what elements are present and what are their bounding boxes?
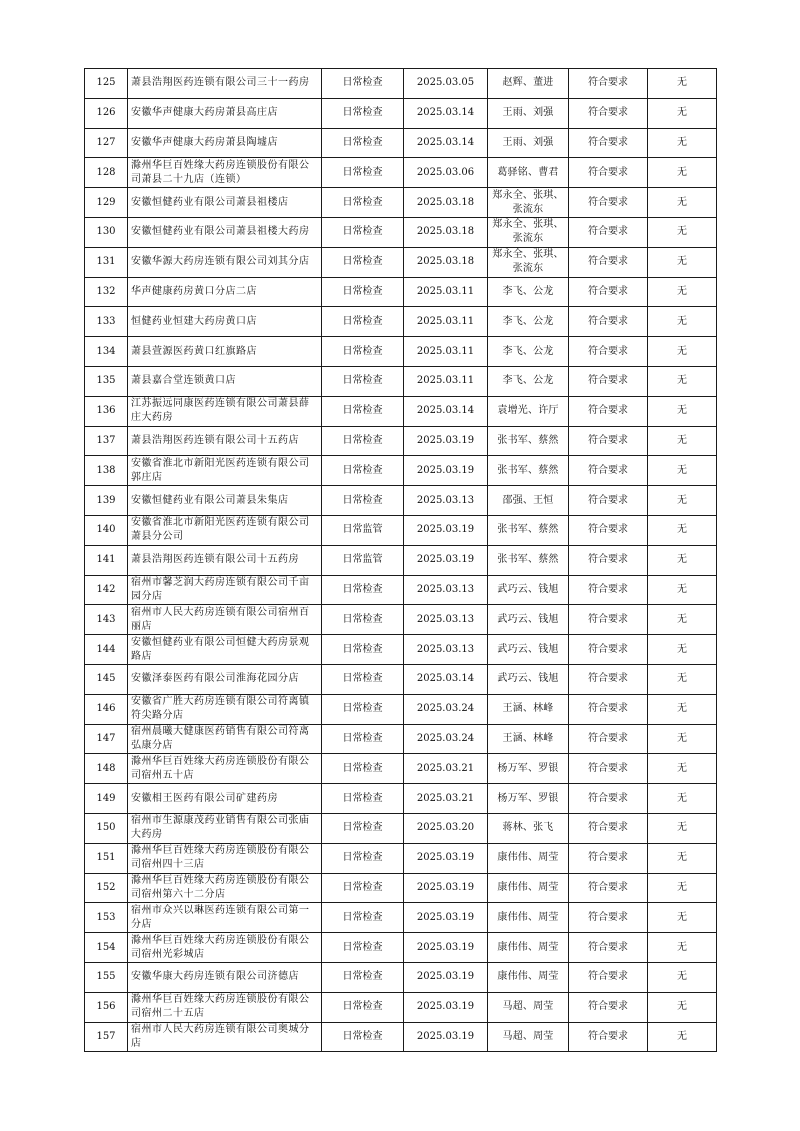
inspection-date-cell: 2025.03.11 [404,277,488,307]
table-row [85,277,717,307]
inspection-result-cell: 符合要求 [569,247,648,277]
inspection-date-cell: 2025.03.24 [404,694,488,724]
inspection-type-cell: 日常检查 [322,843,404,873]
inspection-date-cell: 2025.03.13 [404,605,488,635]
inspectors-cell: 郑永全、张琪、张流东 [488,188,569,218]
row-number-cell: 130 [85,217,128,247]
row-number-cell: 134 [85,337,128,367]
inspection-date-cell: 2025.03.21 [404,754,488,784]
pharmacy-name-cell: 滁州华巨百姓缘大药房连锁股份有限公司宿州光彩城店 [128,933,322,963]
inspection-date-cell: 2025.03.14 [404,664,488,694]
problems-found-cell: 无 [648,843,717,873]
row-number-cell: 148 [85,754,128,784]
inspection-type-cell: 日常检查 [322,694,404,724]
inspection-result-cell: 符合要求 [569,724,648,754]
pharmacy-name-cell: 安徽泽泰医药有限公司淮海花园分店 [128,664,322,694]
row-number-cell: 145 [85,664,128,694]
row-number-cell: 144 [85,635,128,665]
inspection-date-cell: 2025.03.18 [404,188,488,218]
inspection-type-cell: 日常检查 [322,813,404,843]
pharmacy-name-cell: 滁州华巨百姓缘大药房连锁股份有限公司宿州四十三店 [128,843,322,873]
row-number-cell: 154 [85,933,128,963]
problems-found-cell: 无 [648,992,717,1022]
table-row [85,992,717,1022]
pharmacy-name-cell: 宿州市生源康茂药业销售有限公司张庙大药房 [128,813,322,843]
pharmacy-name-cell: 安徽恒健药业有限公司萧县祖楼大药房 [128,217,322,247]
row-number-cell: 155 [85,962,128,992]
inspection-type-cell: 日常检查 [322,396,404,426]
table-row [85,98,717,128]
inspection-type-cell: 日常检查 [322,992,404,1022]
inspection-result-cell: 符合要求 [569,515,648,545]
row-number-cell: 147 [85,724,128,754]
table-row [85,724,717,754]
inspection-result-cell: 符合要求 [569,307,648,337]
row-number-cell: 136 [85,396,128,426]
inspection-type-cell: 日常检查 [322,247,404,277]
inspection-type-cell: 日常检查 [322,873,404,903]
inspectors-cell: 王雨、刘强 [488,98,569,128]
row-number-cell: 143 [85,605,128,635]
inspectors-cell: 袁增光、许厅 [488,396,569,426]
problems-found-cell: 无 [648,366,717,396]
inspectors-cell: 王涵、林峰 [488,724,569,754]
inspection-result-cell: 符合要求 [569,962,648,992]
pharmacy-name-cell: 宿州市馨芝润大药房连锁有限公司千亩园分店 [128,575,322,605]
table-row [85,69,717,99]
inspection-result-cell: 符合要求 [569,188,648,218]
inspection-date-cell: 2025.03.11 [404,337,488,367]
problems-found-cell: 无 [648,664,717,694]
inspectors-cell: 康伟伟、周莹 [488,962,569,992]
inspectors-cell: 武巧云、钱旭 [488,575,569,605]
row-number-cell: 126 [85,98,128,128]
problems-found-cell: 无 [648,575,717,605]
row-number-cell: 156 [85,992,128,1022]
inspection-type-cell: 日常检查 [322,128,404,158]
pharmacy-name-cell: 安徽华声健康大药房萧县高庄店 [128,98,322,128]
inspection-type-cell: 日常检查 [322,426,404,456]
inspection-date-cell: 2025.03.11 [404,366,488,396]
inspection-date-cell: 2025.03.19 [404,992,488,1022]
pharmacy-name-cell: 宿州市众兴以琳医药连锁有限公司第一分店 [128,903,322,933]
inspectors-cell: 武巧云、钱旭 [488,664,569,694]
inspection-type-cell: 日常检查 [322,575,404,605]
row-number-cell: 140 [85,515,128,545]
inspection-date-cell: 2025.03.19 [404,962,488,992]
problems-found-cell: 无 [648,1022,717,1052]
inspection-result-cell: 符合要求 [569,992,648,1022]
pharmacy-name-cell: 萧县浩翔医药连锁有限公司三十一药房 [128,69,322,99]
inspectors-cell: 李飞、公龙 [488,307,569,337]
inspection-type-cell: 日常检查 [322,664,404,694]
problems-found-cell: 无 [648,486,717,516]
inspection-date-cell: 2025.03.19 [404,933,488,963]
table-row [85,933,717,963]
problems-found-cell: 无 [648,128,717,158]
inspectors-cell: 康伟伟、周莹 [488,903,569,933]
pharmacy-name-cell: 安徽相王医药有限公司矿建药房 [128,784,322,814]
inspection-type-cell: 日常检查 [322,486,404,516]
problems-found-cell: 无 [648,635,717,665]
inspection-type-cell: 日常检查 [322,277,404,307]
inspectors-cell: 蒋林、张飞 [488,813,569,843]
inspectors-cell: 张书军、蔡然 [488,426,569,456]
problems-found-cell: 无 [648,98,717,128]
row-number-cell: 157 [85,1022,128,1052]
inspection-date-cell: 2025.03.05 [404,69,488,99]
inspectors-cell: 郑永全、张琪、张流东 [488,247,569,277]
pharmacy-name-cell: 江苏振远同康医药连锁有限公司萧县薛庄大药房 [128,396,322,426]
inspection-result-cell: 符合要求 [569,396,648,426]
inspection-result-cell: 符合要求 [569,366,648,396]
pharmacy-name-cell: 宿州市人民大药房连锁有限公司奥城分店 [128,1022,322,1052]
inspection-result-cell: 符合要求 [569,903,648,933]
inspection-result-cell: 符合要求 [569,456,648,486]
inspection-result-cell: 符合要求 [569,635,648,665]
table-row [85,575,717,605]
pharmacy-name-cell: 滁州华巨百姓缘大药房连锁股份有限公司宿州二十五店 [128,992,322,1022]
inspection-date-cell: 2025.03.21 [404,784,488,814]
problems-found-cell: 无 [648,784,717,814]
table-row [85,128,717,158]
inspection-type-cell: 日常检查 [322,605,404,635]
inspection-date-cell: 2025.03.18 [404,217,488,247]
problems-found-cell: 无 [648,217,717,247]
row-number-cell: 129 [85,188,128,218]
table-row [85,903,717,933]
table-row [85,843,717,873]
table-row [85,784,717,814]
inspectors-cell: 张书军、蔡然 [488,456,569,486]
inspectors-cell: 武巧云、钱旭 [488,605,569,635]
inspectors-cell: 康伟伟、周莹 [488,873,569,903]
inspection-result-cell: 符合要求 [569,933,648,963]
inspection-result-cell: 符合要求 [569,69,648,99]
inspection-type-cell: 日常检查 [322,158,404,188]
pharmacy-name-cell: 安徽华源大药房连锁有限公司刘其分店 [128,247,322,277]
problems-found-cell: 无 [648,754,717,784]
row-number-cell: 141 [85,545,128,575]
inspection-result-cell: 符合要求 [569,128,648,158]
inspection-date-cell: 2025.03.19 [404,515,488,545]
table-row [85,247,717,277]
inspectors-cell: 杨万军、罗银 [488,784,569,814]
table-row [85,307,717,337]
table-row [85,813,717,843]
inspectors-cell: 王雨、刘强 [488,128,569,158]
inspection-result-cell: 符合要求 [569,694,648,724]
row-number-cell: 131 [85,247,128,277]
table-row [85,366,717,396]
inspection-table [84,68,717,1052]
table-row [85,1022,717,1052]
inspectors-cell: 王涵、林峰 [488,694,569,724]
pharmacy-name-cell: 宿州晨曦大健康医药销售有限公司符离弘康分店 [128,724,322,754]
pharmacy-name-cell: 安徽恒健药业有限公司恒健大药房景观路店 [128,635,322,665]
inspection-date-cell: 2025.03.14 [404,396,488,426]
pharmacy-name-cell: 滁州华巨百姓缘大药房连锁股份有限公司宿州第六十二分店 [128,873,322,903]
inspectors-cell: 李飞、公龙 [488,277,569,307]
inspection-result-cell: 符合要求 [569,426,648,456]
inspection-date-cell: 2025.03.20 [404,813,488,843]
row-number-cell: 149 [85,784,128,814]
inspection-type-cell: 日常检查 [322,217,404,247]
inspection-type-cell: 日常检查 [322,903,404,933]
table-body [85,69,717,1052]
table-row [85,188,717,218]
pharmacy-name-cell: 安徽恒健药业有限公司萧县祖楼店 [128,188,322,218]
inspection-result-cell: 符合要求 [569,813,648,843]
inspection-date-cell: 2025.03.06 [404,158,488,188]
pharmacy-name-cell: 滁州华巨百姓缘大药房连锁股份有限公司萧县二十九店（连锁） [128,158,322,188]
problems-found-cell: 无 [648,873,717,903]
inspection-date-cell: 2025.03.14 [404,128,488,158]
inspection-type-cell: 日常检查 [322,754,404,784]
inspection-result-cell: 符合要求 [569,337,648,367]
row-number-cell: 128 [85,158,128,188]
table-row [85,694,717,724]
inspectors-cell: 郑永全、张琪、张流东 [488,217,569,247]
row-number-cell: 137 [85,426,128,456]
table-row [85,515,717,545]
inspectors-cell: 李飞、公龙 [488,337,569,367]
problems-found-cell: 无 [648,337,717,367]
inspection-date-cell: 2025.03.18 [404,247,488,277]
inspection-result-cell: 符合要求 [569,545,648,575]
inspectors-cell: 武巧云、钱旭 [488,635,569,665]
row-number-cell: 125 [85,69,128,99]
inspection-type-cell: 日常检查 [322,933,404,963]
inspection-result-cell: 符合要求 [569,277,648,307]
inspection-type-cell: 日常检查 [322,98,404,128]
inspection-result-cell: 符合要求 [569,217,648,247]
pharmacy-name-cell: 华声健康药房黄口分店二店 [128,277,322,307]
problems-found-cell: 无 [648,396,717,426]
row-number-cell: 138 [85,456,128,486]
inspection-result-cell: 符合要求 [569,158,648,188]
table-row [85,873,717,903]
row-number-cell: 132 [85,277,128,307]
problems-found-cell: 无 [648,933,717,963]
pharmacy-name-cell: 安徽省广胜大药房连锁有限公司符离镇符尖路分店 [128,694,322,724]
pharmacy-name-cell: 萧县嘉合堂连锁黄口店 [128,366,322,396]
inspection-result-cell: 符合要求 [569,98,648,128]
table-row [85,217,717,247]
inspection-type-cell: 日常监管 [322,545,404,575]
table-row [85,754,717,784]
inspection-result-cell: 符合要求 [569,486,648,516]
problems-found-cell: 无 [648,813,717,843]
problems-found-cell: 无 [648,694,717,724]
pharmacy-name-cell: 萧县浩翔医药连锁有限公司十五药房 [128,545,322,575]
row-number-cell: 142 [85,575,128,605]
problems-found-cell: 无 [648,69,717,99]
problems-found-cell: 无 [648,307,717,337]
problems-found-cell: 无 [648,545,717,575]
pharmacy-name-cell: 安徽华声健康大药房萧县陶墟店 [128,128,322,158]
inspection-result-cell: 符合要求 [569,605,648,635]
inspection-date-cell: 2025.03.19 [404,843,488,873]
inspection-result-cell: 符合要求 [569,843,648,873]
inspection-date-cell: 2025.03.19 [404,1022,488,1052]
inspection-result-cell: 符合要求 [569,873,648,903]
problems-found-cell: 无 [648,962,717,992]
inspection-date-cell: 2025.03.11 [404,307,488,337]
inspection-date-cell: 2025.03.19 [404,903,488,933]
inspection-type-cell: 日常检查 [322,635,404,665]
inspection-date-cell: 2025.03.19 [404,545,488,575]
table-row [85,396,717,426]
pharmacy-name-cell: 安徽恒健药业有限公司萧县朱集店 [128,486,322,516]
inspectors-cell: 康伟伟、周莹 [488,933,569,963]
inspection-result-cell: 符合要求 [569,1022,648,1052]
inspection-type-cell: 日常检查 [322,337,404,367]
row-number-cell: 153 [85,903,128,933]
row-number-cell: 139 [85,486,128,516]
inspectors-cell: 李飞、公龙 [488,366,569,396]
problems-found-cell: 无 [648,515,717,545]
row-number-cell: 133 [85,307,128,337]
row-number-cell: 135 [85,366,128,396]
inspection-type-cell: 日常检查 [322,456,404,486]
inspection-date-cell: 2025.03.14 [404,98,488,128]
inspectors-cell: 康伟伟、周莹 [488,843,569,873]
inspectors-cell: 邵强、王恒 [488,486,569,516]
inspection-type-cell: 日常检查 [322,366,404,396]
row-number-cell: 146 [85,694,128,724]
pharmacy-name-cell: 滁州华巨百姓缘大药房连锁股份有限公司宿州五十店 [128,754,322,784]
inspectors-cell: 葛驿铭、曹君 [488,158,569,188]
table-row [85,635,717,665]
problems-found-cell: 无 [648,158,717,188]
inspection-result-cell: 符合要求 [569,664,648,694]
inspection-date-cell: 2025.03.13 [404,486,488,516]
inspectors-cell: 张书军、蔡然 [488,545,569,575]
inspection-type-cell: 日常检查 [322,784,404,814]
problems-found-cell: 无 [648,724,717,754]
inspection-date-cell: 2025.03.19 [404,873,488,903]
inspection-result-cell: 符合要求 [569,754,648,784]
inspection-result-cell: 符合要求 [569,784,648,814]
inspection-type-cell: 日常检查 [322,307,404,337]
table-row [85,486,717,516]
table-row [85,456,717,486]
row-number-cell: 151 [85,843,128,873]
inspectors-cell: 马超、周莹 [488,992,569,1022]
inspection-result-cell: 符合要求 [569,575,648,605]
problems-found-cell: 无 [648,456,717,486]
problems-found-cell: 无 [648,277,717,307]
inspection-type-cell: 日常检查 [322,188,404,218]
inspectors-cell: 马超、周莹 [488,1022,569,1052]
inspectors-cell: 张书军、蔡然 [488,515,569,545]
inspection-date-cell: 2025.03.24 [404,724,488,754]
pharmacy-name-cell: 安徽省淮北市新阳光医药连锁有限公司郭庄店 [128,456,322,486]
pharmacy-name-cell: 萧县浩翔医药连锁有限公司十五药店 [128,426,322,456]
table-row [85,545,717,575]
inspection-type-cell: 日常检查 [322,1022,404,1052]
inspection-date-cell: 2025.03.13 [404,575,488,605]
row-number-cell: 152 [85,873,128,903]
problems-found-cell: 无 [648,188,717,218]
table-row [85,337,717,367]
inspectors-cell: 赵辉、董进 [488,69,569,99]
row-number-cell: 127 [85,128,128,158]
inspection-type-cell: 日常检查 [322,724,404,754]
table-row [85,605,717,635]
problems-found-cell: 无 [648,426,717,456]
pharmacy-name-cell: 安徽华康大药房连锁有限公司济德店 [128,962,322,992]
problems-found-cell: 无 [648,247,717,277]
pharmacy-name-cell: 宿州市人民大药房连锁有限公司宿州百丽店 [128,605,322,635]
table-row [85,426,717,456]
problems-found-cell: 无 [648,605,717,635]
pharmacy-name-cell: 萧县萱源医药黄口红旗路店 [128,337,322,367]
table-row [85,664,717,694]
inspection-date-cell: 2025.03.13 [404,635,488,665]
inspection-date-cell: 2025.03.19 [404,456,488,486]
table-row [85,158,717,188]
inspection-type-cell: 日常监管 [322,515,404,545]
pharmacy-name-cell: 恒健药业恒建大药房黄口店 [128,307,322,337]
inspection-type-cell: 日常检查 [322,962,404,992]
row-number-cell: 150 [85,813,128,843]
table-row [85,962,717,992]
pharmacy-name-cell: 安徽省淮北市新阳光医药连锁有限公司萧县分公司 [128,515,322,545]
inspection-date-cell: 2025.03.19 [404,426,488,456]
inspectors-cell: 杨万军、罗银 [488,754,569,784]
problems-found-cell: 无 [648,903,717,933]
inspection-type-cell: 日常检查 [322,69,404,99]
